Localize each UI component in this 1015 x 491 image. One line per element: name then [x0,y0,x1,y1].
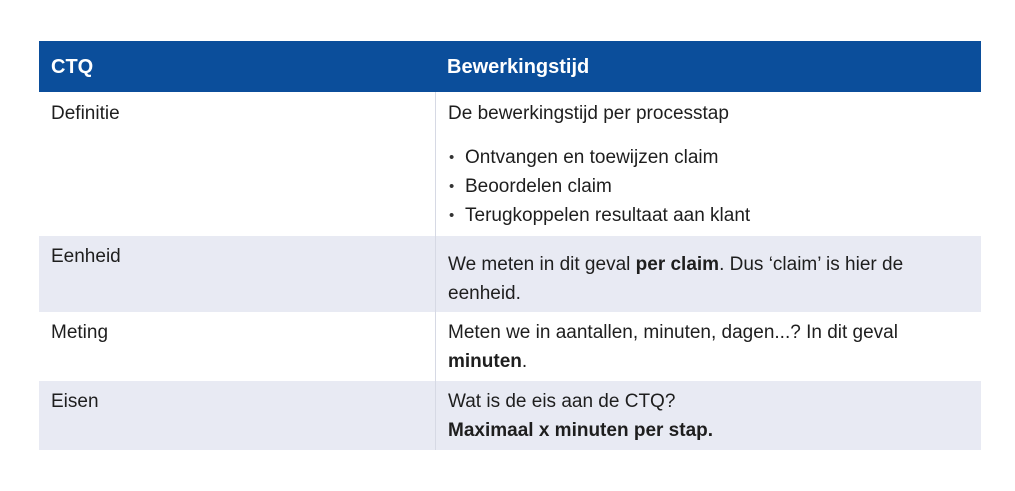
row-value-meting [435,312,981,381]
eenheid-text-before: We meten in dit geval [448,254,636,275]
eenheid-line-1 [448,250,981,279]
row-value-eenheid [435,236,981,312]
row-label-meting: Meting [51,322,109,343]
bullet-text: Terugkoppelen resultaat aan klant [465,205,751,226]
table-row-meting [39,312,981,381]
table-header [39,41,981,92]
table-row-eenheid [39,236,981,312]
row-value-eisen [435,381,981,450]
header-bewerkingstijd: Bewerkingstijd [447,56,590,78]
meting-line-2 [448,347,981,376]
table-row-eisen [39,381,981,450]
bullet-icon: • [449,207,455,224]
definitie-bullet-list [448,143,981,230]
table-row-definitie [39,92,981,236]
eenheid-text-bold: per claim [635,254,720,275]
eenheid-text-after: . Dus ‘claim’ is hier de [719,254,904,275]
bullet-icon: • [449,178,455,195]
meting-text-after: . [521,351,528,372]
eisen-text-bold: Maximaal x minuten per stap. [448,420,714,441]
ctq-table [39,41,981,450]
header-ctq: CTQ [51,56,94,78]
bullet-text: Ontvangen en toewijzen claim [465,147,719,168]
list-item [448,143,981,172]
eenheid-line-2: eenheid. [448,283,521,304]
meting-text-bold: minuten [448,351,522,372]
row-label-definitie: Definitie [51,103,120,124]
bullet-icon: • [449,149,455,166]
bullet-text: Beoordelen claim [465,176,612,197]
row-label-eisen: Eisen [51,391,99,412]
row-label-eenheid: Eenheid [51,246,121,267]
definitie-intro: De bewerkingstijd per processtap [448,103,729,124]
list-item [448,201,981,230]
meting-line-1: Meten we in aantallen, minuten, dagen...? In dit geval [448,322,898,343]
list-item [448,172,981,201]
eisen-line-1: Wat is de eis aan de CTQ? [448,391,676,412]
row-value-definitie [435,92,981,236]
